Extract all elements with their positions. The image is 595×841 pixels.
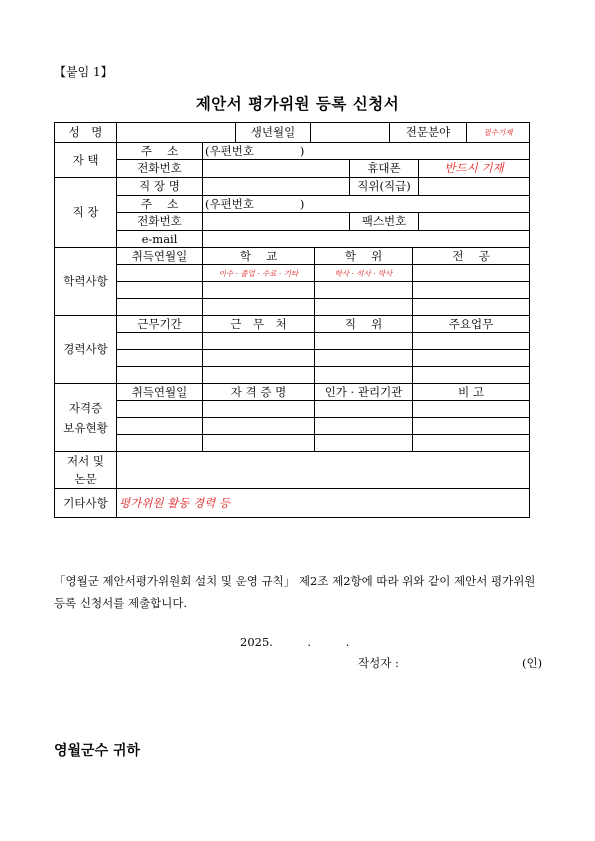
cert-header-name: 자 격 증 명 bbox=[203, 384, 315, 401]
career-header-position: 직 위 bbox=[315, 316, 413, 333]
career-cell[interactable] bbox=[413, 367, 530, 384]
work-phone-label: 전화번호 bbox=[117, 213, 203, 231]
work-address-row bbox=[55, 196, 530, 213]
career-cell[interactable] bbox=[117, 367, 203, 384]
cert-cell[interactable] bbox=[315, 401, 413, 418]
work-phone-field[interactable] bbox=[203, 213, 350, 230]
career-label: 경력사항 bbox=[55, 316, 117, 384]
career-cell[interactable] bbox=[203, 333, 315, 350]
edu-degree-note[interactable]: 학사 · 석사 · 박사 bbox=[315, 265, 413, 282]
work-phone-row bbox=[55, 213, 530, 231]
edu-header-major: 전 공 bbox=[413, 248, 530, 265]
edu-header-school: 학 교 bbox=[203, 248, 315, 265]
attachment-label: 【붙임 1】 bbox=[54, 65, 113, 79]
email-row bbox=[55, 231, 530, 248]
work-label: 직 장 bbox=[55, 178, 117, 248]
home-address-label: 주 소 bbox=[117, 143, 203, 160]
career-cell[interactable] bbox=[203, 367, 315, 384]
cert-label-line1: 자격증 bbox=[68, 400, 103, 415]
fax-field[interactable] bbox=[419, 213, 529, 230]
name-label: 성 명 bbox=[55, 123, 117, 143]
career-cell[interactable] bbox=[117, 350, 203, 367]
edu-date-cell[interactable] bbox=[117, 265, 203, 282]
papers-field[interactable] bbox=[117, 452, 530, 489]
home-phone-label: 전화번호 bbox=[117, 160, 203, 178]
edu-school-cell[interactable] bbox=[203, 282, 315, 299]
education-row bbox=[55, 282, 530, 299]
papers-row bbox=[55, 452, 530, 489]
field-label: 전문분야 bbox=[390, 123, 467, 142]
cert-row bbox=[55, 418, 530, 435]
career-cell[interactable] bbox=[315, 367, 413, 384]
cert-cell[interactable] bbox=[203, 401, 315, 418]
work-address-field[interactable]: (우편번호 ) bbox=[203, 196, 530, 213]
edu-degree-cell[interactable] bbox=[315, 282, 413, 299]
cert-header-row bbox=[55, 384, 530, 401]
mobile-note[interactable]: 반드시 기재 bbox=[444, 161, 504, 175]
cert-cell[interactable] bbox=[117, 401, 203, 418]
cert-header-date: 취득연월일 bbox=[117, 384, 203, 401]
edu-header-date: 취득연월일 bbox=[117, 248, 203, 265]
cert-cell[interactable] bbox=[203, 435, 315, 452]
edu-date-cell[interactable] bbox=[117, 282, 203, 299]
email-field[interactable] bbox=[203, 231, 530, 248]
papers-label-line1: 저서 및 bbox=[67, 454, 104, 468]
home-phone-row bbox=[55, 160, 530, 178]
company-row bbox=[55, 178, 530, 196]
cert-row bbox=[55, 401, 530, 418]
career-row bbox=[55, 333, 530, 350]
edu-degree-cell[interactable] bbox=[315, 299, 413, 316]
seal-label: (인) bbox=[522, 656, 543, 670]
cert-cell[interactable] bbox=[117, 418, 203, 435]
cert-label-line2: 보유현황 bbox=[63, 420, 108, 435]
cert-cell[interactable] bbox=[117, 435, 203, 452]
author-label: 작성자 : bbox=[358, 656, 399, 670]
cert-cell[interactable] bbox=[315, 418, 413, 435]
other-label: 기타사항 bbox=[55, 489, 117, 518]
home-address-row bbox=[55, 143, 530, 160]
career-row bbox=[55, 350, 530, 367]
form-title: 제안서 평가위원 등록 신청서 bbox=[195, 94, 400, 113]
education-header-row bbox=[55, 248, 530, 265]
date-line: 2025. . . bbox=[240, 635, 350, 649]
cert-header-remarks: 비 고 bbox=[413, 384, 530, 401]
home-label: 자 택 bbox=[55, 143, 117, 178]
work-address-label: 주 소 bbox=[117, 196, 203, 213]
field-note[interactable]: 필수기재 bbox=[483, 128, 513, 137]
cert-cell[interactable] bbox=[203, 418, 315, 435]
edu-major-cell[interactable] bbox=[413, 265, 530, 282]
cert-cell[interactable] bbox=[413, 401, 530, 418]
company-field[interactable] bbox=[203, 178, 350, 195]
career-header-row bbox=[55, 316, 530, 333]
position-label: 직위(직급) bbox=[350, 178, 419, 195]
cert-cell[interactable] bbox=[315, 435, 413, 452]
email-label: e-mail bbox=[117, 231, 203, 248]
career-header-workplace: 근 무 처 bbox=[203, 316, 315, 333]
career-cell[interactable] bbox=[315, 333, 413, 350]
cert-cell[interactable] bbox=[413, 418, 530, 435]
career-cell[interactable] bbox=[315, 350, 413, 367]
papers-label bbox=[55, 452, 117, 489]
career-header-duties: 주요업무 bbox=[413, 316, 530, 333]
edu-school-note[interactable]: 이수 · 졸업 · 수료 · 기타 bbox=[203, 265, 315, 282]
fax-label: 팩스번호 bbox=[350, 213, 419, 230]
papers-label-line2: 논문 bbox=[74, 472, 97, 486]
career-header-period: 근무기간 bbox=[117, 316, 203, 333]
cert-cell[interactable] bbox=[413, 435, 530, 452]
education-label: 학력사항 bbox=[55, 248, 117, 316]
cert-header-agency: 인가 · 관리기관 bbox=[315, 384, 413, 401]
company-label: 직 장 명 bbox=[117, 178, 203, 196]
edu-major-cell[interactable] bbox=[413, 282, 530, 299]
cert-label bbox=[55, 384, 117, 452]
edu-header-degree: 학 위 bbox=[315, 248, 413, 265]
career-cell[interactable] bbox=[413, 333, 530, 350]
name-row bbox=[55, 123, 530, 143]
mobile-label: 휴대폰 bbox=[350, 160, 419, 177]
position-field[interactable] bbox=[419, 178, 529, 195]
edu-school-cell[interactable] bbox=[203, 299, 315, 316]
career-cell[interactable] bbox=[413, 350, 530, 367]
name-field[interactable] bbox=[117, 123, 236, 142]
application-form bbox=[54, 122, 530, 518]
education-row bbox=[55, 299, 530, 316]
edu-date-cell[interactable] bbox=[117, 299, 203, 316]
edu-major-cell[interactable] bbox=[413, 299, 530, 316]
birth-field[interactable] bbox=[311, 123, 390, 142]
cert-row bbox=[55, 435, 530, 452]
other-field[interactable]: 평가위원 활동 경력 등 bbox=[117, 489, 530, 518]
education-row bbox=[55, 265, 530, 282]
other-row bbox=[55, 489, 530, 518]
home-address-field[interactable]: (우편번호 ) bbox=[203, 143, 530, 160]
home-phone-field[interactable] bbox=[203, 160, 350, 177]
recipient: 영월군수 귀하 bbox=[54, 743, 141, 759]
career-row bbox=[55, 367, 530, 384]
career-cell[interactable] bbox=[117, 333, 203, 350]
birth-label: 생년월일 bbox=[236, 123, 311, 142]
career-cell[interactable] bbox=[203, 350, 315, 367]
declaration-text: 「영월군 제안서평가위원회 설치 및 운영 규칙」 제2조 제2항에 따라 위와 같이 제안서 평가위원 등록 신청서를 제출합니다. bbox=[54, 574, 536, 610]
